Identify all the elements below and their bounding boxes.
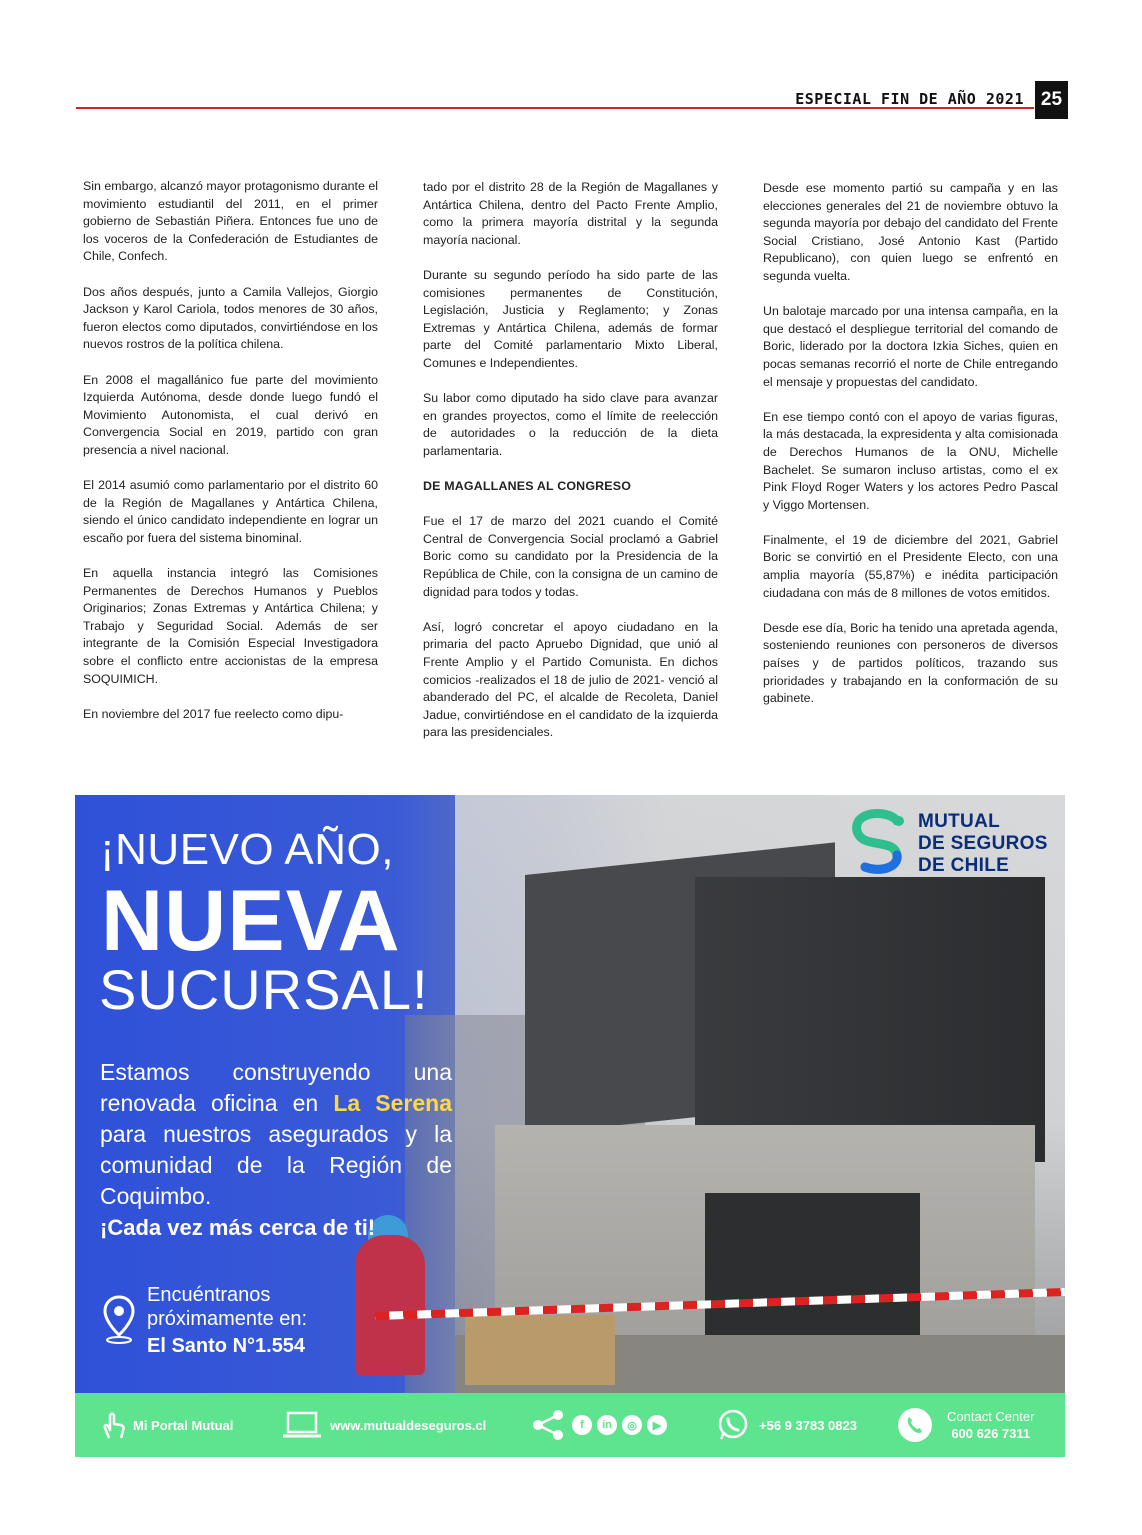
paragraph: Sin embargo, alcanzó mayor protagonismo durante el movimiento estudiantil del 2011, en el primer gobierno de Sebastián Piñera. Entonces fue uno de los voceros de la Confederación de Estudiantes de Chile, Confech. bbox=[83, 179, 378, 264]
laptop-icon bbox=[280, 1407, 324, 1443]
contact-number: 600 626 7311 bbox=[951, 1426, 1031, 1441]
linkedin-icon[interactable]: in bbox=[597, 1415, 617, 1435]
ad-tagline: ¡Cada vez más cerca de ti! bbox=[100, 1215, 376, 1240]
website-url: www.mutualdeseguros.cl bbox=[330, 1417, 487, 1433]
logo-line: DE SEGUROS bbox=[918, 833, 1048, 854]
paragraph: Su labor como diputado ha sido clave para avanzar en grandes proyectos, como el límite de reelección de autoridades o la reducción de la dieta parlamentaria. bbox=[423, 391, 718, 458]
social-links bbox=[530, 1393, 672, 1457]
ad-body-highlight: La Serena bbox=[333, 1090, 452, 1116]
portal-link[interactable] bbox=[95, 1393, 233, 1457]
paragraph: Un balotaje marcado por una intensa campaña, en la que destacó el despliegue territorial del comando de Boric, liderado por la doctora Izkia Siches, quien en pocas semanas recorrió el norte de Chile entregando el mensaje y propuestas del candidato. bbox=[763, 304, 1058, 389]
paragraph: Fue el 17 de marzo del 2021 cuando el Comité Central de Convergencia Social proclamó a Gabriel Boric como su candidato por la Presidencia de la República de Chile, con la consigna de un camino de dignidad para todos y todas. bbox=[423, 514, 718, 599]
paragraph: El 2014 asumió como parlamentario por el distrito 60 de la Región de Magallanes y Antártica Chilena, siendo el único candidato independiente en lograr un escaño por fuera del sistema binominal. bbox=[83, 478, 378, 545]
wooden-crate bbox=[465, 1315, 615, 1385]
page-number: 25 bbox=[1035, 81, 1068, 119]
contact-center[interactable] bbox=[897, 1393, 1034, 1457]
ad-headline-3: SUCURSAL! bbox=[99, 958, 429, 1021]
ad-body-text: para nuestros asegurados y la comunidad de la Región de Coquimbo. bbox=[100, 1121, 452, 1209]
ad-footer-bar bbox=[75, 1393, 1065, 1457]
paragraph: En 2008 el magallánico fue parte del movimiento Izquierda Autónoma, desde donde luego fundó el Movimiento Autonomista, el cual derivó en Convergencia Social en 2019, partido con gran presencia a nivel nacional. bbox=[83, 372, 378, 457]
paragraph: En ese tiempo contó con el apoyo de varias figuras, la más destacada, la expresidenta y alta comisionada de Derechos Humanos de la ONU, Michelle Bachelet. Se sumaron incluso artistas, como el ex Pink Floyd Roger Waters y los actores Pedro Pascal y Viggo Mortensen. bbox=[763, 409, 1058, 512]
worker bbox=[355, 1235, 425, 1375]
instagram-icon[interactable]: ◎ bbox=[622, 1415, 642, 1435]
touch-icon bbox=[95, 1407, 131, 1443]
paragraph: En aquella instancia integró las Comisiones Permanentes de Derechos Humanos y Pueblos Originarios; Zonas Extremas y Antártica Chilena; y Trabajo y Seguridad Social. Además de ser integrante de la Comisión Especial Investigadora sobre el conflicto entre accionistas de la empresa SOQUIMICH. bbox=[83, 566, 378, 686]
contact-center-text bbox=[947, 1408, 1034, 1442]
advertisement bbox=[75, 795, 1065, 1393]
article-column-3 bbox=[763, 180, 1058, 725]
section-heading: DE MAGALLANES AL CONGRESO bbox=[423, 479, 632, 494]
paragraph: Desde ese día, Boric ha tenido una apretada agenda, sosteniendo reuniones con personeros de diversos países y de partidos políticos, trazando sus prioridades y trabajando en la conformación de su gabinete. bbox=[763, 620, 1058, 706]
whatsapp-link[interactable] bbox=[715, 1393, 857, 1457]
location-line-2: próximamente en: bbox=[147, 1308, 308, 1330]
ad-body-text: Estamos construyendo una renovada oficina en bbox=[100, 1059, 452, 1116]
location-line-1: Encuéntranos bbox=[147, 1284, 271, 1306]
ad-headline-2: NUEVA bbox=[101, 873, 401, 969]
paragraph: tado por el distrito 28 de la Región de Magallanes y Antártica Chilena, dentro del Pacto Frente Amplio, como la primera mayoría distrital y la segunda mayoría nacional. bbox=[423, 180, 718, 247]
mutual-logo-icon bbox=[851, 809, 911, 875]
share-icon bbox=[530, 1407, 566, 1443]
mutual-logo-text bbox=[918, 811, 1048, 877]
whatsapp-number: +56 9 3783 0823 bbox=[759, 1417, 857, 1433]
paragraph: Durante su segundo período ha sido parte de las comisiones permanentes de Constitución, Legislación, Justicia y Reglamento; y Zonas Extremas y Antártica Chilena, además de formar parte del Comité parlamentario Mixto Liberal, Comunes e Independientes. bbox=[423, 267, 718, 370]
logo-line: MUTUAL bbox=[918, 811, 1001, 832]
section-title: ESPECIAL FIN DE AÑO 2021 bbox=[795, 90, 1024, 108]
paragraph: Así, logró concretar el apoyo ciudadano en la primaria del pacto Apruebo Dignidad, que unió al Frente Amplio y el Partido Comunista. En dichos comicios -realizados el 18 de julio de 2021- venció al abanderado del PC, el alcalde de Recoleta, Daniel Jadue, convirtiéndose en el candidato de la izquierda para las presidenciales. bbox=[423, 619, 718, 740]
paragraph: Finalmente, el 19 de diciembre del 2021, Gabriel Boric se convirtió en el Presidente Electo, con una amplia mayoría (55,87%) e inédita participación ciudadana con más de 8 millones de votos emitidos. bbox=[763, 532, 1058, 600]
youtube-icon[interactable]: ▶ bbox=[647, 1415, 667, 1435]
facebook-icon[interactable]: f bbox=[572, 1415, 592, 1435]
ad-body bbox=[100, 1057, 452, 1212]
whatsapp-icon bbox=[715, 1407, 751, 1443]
location-pin-icon bbox=[103, 1295, 135, 1345]
paragraph: Dos años después, junto a Camila Vallejos, Giorgio Jackson y Karol Cariola, todos menores de 30 años, fueron electos como diputados, convirtiéndose en los nuevos rostros de la política chilena. bbox=[83, 284, 378, 352]
article-column-2 bbox=[423, 179, 718, 760]
portal-label: Mi Portal Mutual bbox=[133, 1417, 234, 1433]
location-address: El Santo N°1.554 bbox=[147, 1335, 306, 1357]
paragraph: Desde ese momento partió su campaña y en las elecciones generales del 21 de noviembre obtuvo la segunda mayoría por debajo del candidato del Frente Social Cristiano, José Antonio Kast (Partido Republicano), con quien luego se enfrentó en segunda vuelta. bbox=[763, 181, 1058, 283]
article-column-1 bbox=[83, 178, 378, 741]
building-dark-volume bbox=[695, 877, 1045, 1162]
phone-icon bbox=[897, 1407, 933, 1443]
website-link[interactable] bbox=[280, 1393, 486, 1457]
ad-headline-1: ¡NUEVO AÑO, bbox=[100, 825, 394, 874]
paragraph: En noviembre del 2017 fue reelecto como dipu- bbox=[83, 706, 344, 721]
logo-line: DE CHILE bbox=[918, 855, 1010, 876]
contact-label: Contact Center bbox=[947, 1409, 1035, 1424]
